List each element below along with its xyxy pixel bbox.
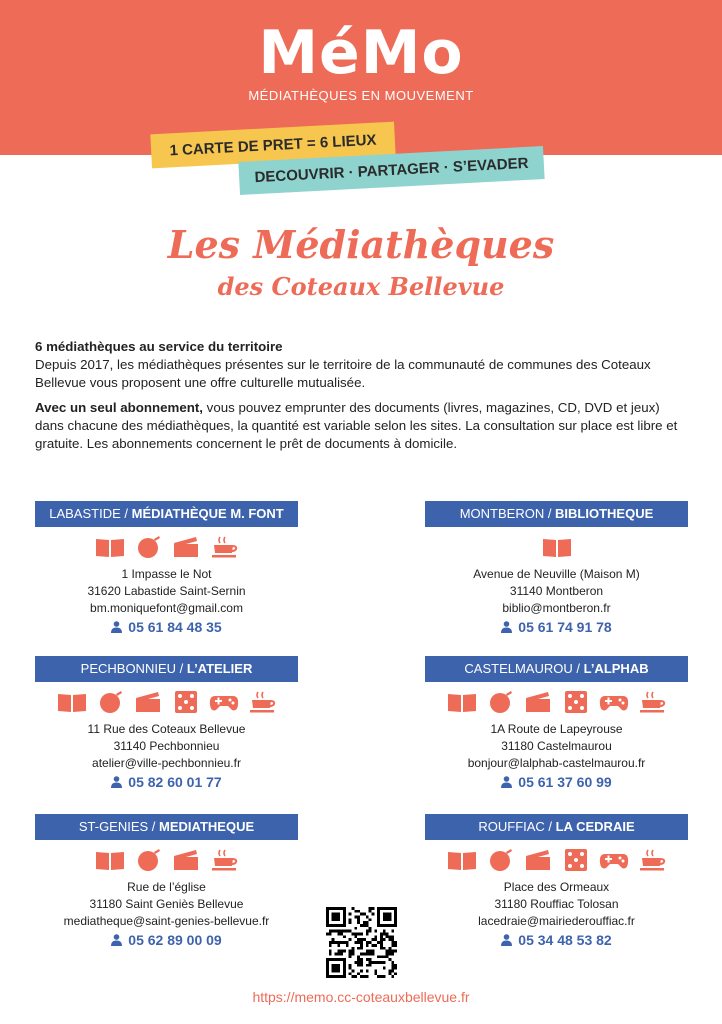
intro-p1: Depuis 2017, les médiathèques présentes sur le territoire de la communauté de communes des Coteaux Bellevue vous proposent une offre culturelle mutualisée. — [35, 357, 651, 390]
film-icon — [523, 691, 553, 713]
book-icon — [95, 536, 125, 558]
phone-number[interactable] — [35, 617, 298, 638]
ribbon-motto: DECOUVRIR · PARTAGER · S’EVADER — [238, 146, 544, 195]
person-icon — [501, 621, 512, 633]
intro-paragraph-2 — [35, 399, 690, 453]
coffee-icon — [209, 536, 239, 558]
intro-text — [35, 338, 690, 460]
address-line-1: Rue de l’église — [127, 880, 206, 894]
service-icons — [35, 691, 298, 715]
address-line-2: 31180 Rouffiac Tolosan — [494, 897, 619, 911]
card-name: MÉDIATHÈQUE M. FONT — [131, 506, 284, 521]
coffee-icon — [637, 691, 667, 713]
card-address — [35, 721, 298, 793]
person-icon — [501, 934, 512, 946]
phone-number[interactable] — [425, 617, 688, 638]
address-line-2: 31140 Montberon — [509, 584, 604, 598]
music-icon — [485, 849, 515, 871]
intro-heading: 6 médiathèques au service du territoire — [35, 339, 283, 354]
logo-subtitle: MÉDIATHÈQUES EN MOUVEMENT — [248, 88, 474, 103]
address-line-2: 31140 Pechbonnieu — [113, 739, 220, 753]
card-address — [425, 879, 688, 951]
address-line-1: 1A Route de Lapeyrouse — [490, 722, 623, 736]
page-subtitle: des Coteaux Bellevue — [217, 272, 505, 301]
email-link[interactable]: bonjour@lalphab-castelmaurou.fr — [467, 756, 646, 770]
intro-paragraph-1 — [35, 338, 690, 392]
card-header — [35, 814, 298, 840]
phone-number[interactable] — [425, 772, 688, 793]
library-card-castelmaurou — [425, 656, 688, 793]
card-town: LABASTIDE / — [49, 506, 132, 521]
email-link[interactable]: lacedraie@mairiederouffiac.fr — [478, 914, 635, 928]
address-line-1: 1 Impasse le Not — [121, 567, 212, 581]
service-icons — [425, 691, 688, 715]
address-line-2: 31180 Castelmaurou — [501, 739, 612, 753]
music-icon — [95, 691, 125, 713]
gamepad-icon — [209, 691, 239, 713]
card-town: MONTBERON / — [459, 506, 556, 521]
phone-text: 05 61 74 91 78 — [518, 619, 612, 635]
card-name: LA CEDRAIE — [555, 819, 635, 834]
email-link[interactable]: mediatheque@saint-genies-bellevue.fr — [63, 914, 270, 928]
service-icons — [35, 536, 298, 560]
library-card-st-genies — [35, 814, 298, 951]
phone-text: 05 82 60 01 77 — [128, 774, 222, 790]
film-icon — [171, 536, 201, 558]
phone-number[interactable] — [35, 772, 298, 793]
person-icon — [501, 776, 512, 788]
phone-text: 05 62 89 00 09 — [128, 932, 222, 948]
card-town: CASTELMAUROU / — [464, 661, 584, 676]
address-line-1: Place des Ormeaux — [503, 880, 610, 894]
website-link[interactable]: https://memo.cc-coteauxbellevue.fr — [252, 989, 470, 1005]
phone-number[interactable] — [425, 930, 688, 951]
card-header — [425, 814, 688, 840]
library-card-pechbonnieu — [35, 656, 298, 793]
card-address — [35, 879, 298, 951]
film-icon — [171, 849, 201, 871]
card-header — [35, 501, 298, 527]
library-card-montberon — [425, 501, 688, 638]
card-header — [425, 656, 688, 682]
card-town: ST-GENIES / — [78, 819, 160, 834]
person-icon — [111, 934, 122, 946]
person-icon — [111, 776, 122, 788]
service-icons — [425, 849, 688, 873]
address-line-1: 11 Rue des Coteaux Bellevue — [87, 722, 246, 736]
email-link[interactable]: atelier@ville-pechbonnieu.fr — [92, 756, 241, 770]
address-line-1: Avenue de Neuville (Maison M) — [473, 567, 640, 581]
coffee-icon — [209, 849, 239, 871]
gamepad-icon — [599, 691, 629, 713]
book-icon — [95, 849, 125, 871]
dice-icon — [561, 849, 591, 871]
film-icon — [523, 849, 553, 871]
library-card-rouffiac — [425, 814, 688, 951]
phone-text: 05 34 48 53 82 — [518, 932, 612, 948]
intro-p2-bold: Avec un seul abonnement, — [35, 400, 203, 415]
library-card-labastide — [35, 501, 298, 638]
service-icons — [35, 849, 298, 873]
music-icon — [133, 536, 163, 558]
book-icon — [447, 849, 477, 871]
phone-text: 05 61 37 60 99 — [518, 774, 612, 790]
coffee-icon — [247, 691, 277, 713]
email-link[interactable]: bm.moniquefont@gmail.com — [90, 601, 243, 615]
dice-icon — [561, 691, 591, 713]
phone-number[interactable] — [35, 930, 298, 951]
qr-code[interactable] — [326, 907, 397, 978]
music-icon — [485, 691, 515, 713]
card-name: L’ALPHAB — [583, 661, 649, 676]
card-address — [425, 566, 688, 638]
book-icon — [542, 536, 572, 558]
card-town: ROUFFIAC / — [478, 819, 556, 834]
phone-text: 05 61 84 48 35 — [128, 619, 222, 635]
card-town: PECHBONNIEU / — [80, 661, 187, 676]
book-icon — [447, 691, 477, 713]
memo-logo: MéMo — [258, 18, 464, 88]
film-icon — [133, 691, 163, 713]
address-line-2: 31620 Labastide Saint-Sernin — [87, 584, 246, 598]
card-name: MEDIATHEQUE — [159, 819, 255, 834]
card-name: BIBLIOTHEQUE — [555, 506, 654, 521]
dice-icon — [171, 691, 201, 713]
service-icons — [425, 536, 688, 560]
card-address — [35, 566, 298, 638]
card-name: L’ATELIER — [186, 661, 253, 676]
card-header — [425, 501, 688, 527]
coffee-icon — [637, 849, 667, 871]
address-line-2: 31180 Saint Geniès Bellevue — [89, 897, 244, 911]
gamepad-icon — [599, 849, 629, 871]
page-title: Les Médiathèques — [167, 222, 555, 267]
person-icon — [111, 621, 122, 633]
ribbon-card: 1 CARTE DE PRET = 6 LIEUX — [150, 122, 395, 169]
card-address — [425, 721, 688, 793]
intro-p2-rest: vous pouvez emprunter des documents (livres, magazines, CD, DVD et jeux) dans chacune des médiathèques, la quantité est variable selon les sites. La consultation sur place est libre et gratuite. Les abonnements concernent le prêt de documents à domicile. — [35, 400, 678, 451]
book-icon — [57, 691, 87, 713]
email-link[interactable]: biblio@montberon.fr — [502, 601, 611, 615]
music-icon — [133, 849, 163, 871]
card-header — [35, 656, 298, 682]
